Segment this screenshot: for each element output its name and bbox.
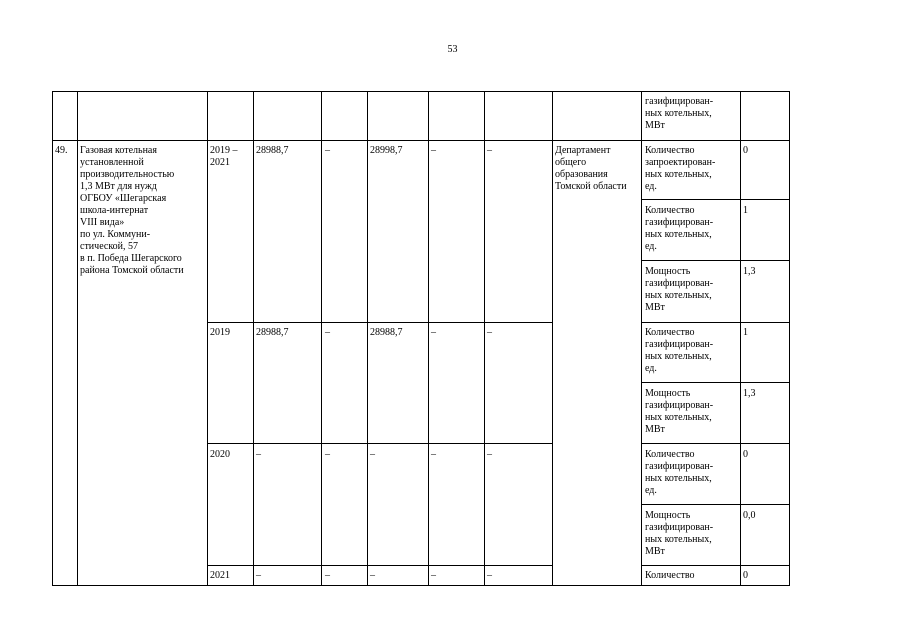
- indicator-value: 0,0: [743, 510, 756, 521]
- indicator-value: 1: [743, 205, 748, 216]
- indicator-divider: [641, 565, 790, 566]
- value-local: –: [431, 327, 436, 338]
- indicator-name: Количество: [645, 570, 695, 581]
- indicator-name: Количество газифицирован- ных котельных, ед.: [645, 205, 714, 252]
- value-total: –: [256, 449, 261, 460]
- value-total: –: [256, 570, 261, 581]
- value-federal: –: [325, 145, 330, 156]
- indicator-name: Количество газифицирован- ных котельных, ед.: [645, 327, 714, 374]
- column-divider: [367, 91, 368, 586]
- value-regional: 28988,7: [370, 327, 403, 338]
- indicator-value: 1,3: [743, 266, 756, 277]
- column-divider: [641, 91, 642, 586]
- indicator-value: 1,3: [743, 388, 756, 399]
- column-divider: [321, 91, 322, 586]
- column-divider: [552, 91, 553, 586]
- row-number: 49.: [55, 145, 68, 156]
- value-regional: 28998,7: [370, 145, 403, 156]
- column-divider: [740, 91, 741, 586]
- value-regional: –: [370, 570, 375, 581]
- value-total: 28988,7: [256, 145, 289, 156]
- column-divider: [207, 91, 208, 586]
- executor: Департамент общего образования Томской области: [555, 145, 627, 192]
- column-divider: [52, 91, 53, 586]
- value-local: –: [431, 570, 436, 581]
- column-divider: [77, 91, 78, 586]
- indicator-divider: [641, 260, 790, 261]
- column-divider: [789, 91, 790, 586]
- indicator-value: 0: [743, 145, 748, 156]
- indicator-divider: [641, 504, 790, 505]
- value-local: –: [431, 449, 436, 460]
- value-other: –: [487, 145, 492, 156]
- column-divider: [253, 91, 254, 586]
- indicator-divider: [641, 199, 790, 200]
- continuation-indicator: газифицирован- ных котельных, МВт: [645, 96, 714, 131]
- row-divider: [52, 140, 790, 141]
- period-divider: [207, 443, 553, 444]
- table-bottom-border: [52, 585, 790, 586]
- value-local: –: [431, 145, 436, 156]
- indicator-name: Мощность газифицирован- ных котельных, МВт: [645, 510, 714, 557]
- indicator-name: Количество газифицирован- ных котельных, ед.: [645, 449, 714, 496]
- indicator-name: Мощность газифицирован- ных котельных, МВт: [645, 388, 714, 435]
- column-divider: [428, 91, 429, 586]
- indicator-divider: [641, 322, 790, 323]
- period-divider: [207, 322, 553, 323]
- period-divider: [207, 565, 553, 566]
- indicator-value: 1: [743, 327, 748, 338]
- value-federal: –: [325, 449, 330, 460]
- indicator-divider: [641, 382, 790, 383]
- indicator-value: 0: [743, 570, 748, 581]
- table-top-border: [52, 91, 790, 92]
- value-regional: –: [370, 449, 375, 460]
- value-federal: –: [325, 327, 330, 338]
- indicator-value: 0: [743, 449, 748, 460]
- value-federal: –: [325, 570, 330, 581]
- value-other: –: [487, 570, 492, 581]
- period-year: 2019 – 2021: [210, 145, 238, 168]
- column-divider: [484, 91, 485, 586]
- period-year: 2021: [210, 570, 230, 581]
- value-other: –: [487, 449, 492, 460]
- indicator-divider: [641, 443, 790, 444]
- indicator-name: Мощность газифицирован- ных котельных, МВт: [645, 266, 714, 313]
- period-year: 2020: [210, 449, 230, 460]
- value-other: –: [487, 327, 492, 338]
- period-year: 2019: [210, 327, 230, 338]
- indicator-name: Количество запроектирован- ных котельных, ед.: [645, 145, 716, 192]
- object-name: Газовая котельная установленной производительностью 1,3 МВт для нужд ОГБОУ «Шегарская школа-интернат VIII вида» по ул. Коммуни- стической, 57 в п. Победа Шегарского района Томской области: [80, 145, 184, 276]
- value-total: 28988,7: [256, 327, 289, 338]
- page-number: 53: [447, 44, 458, 55]
